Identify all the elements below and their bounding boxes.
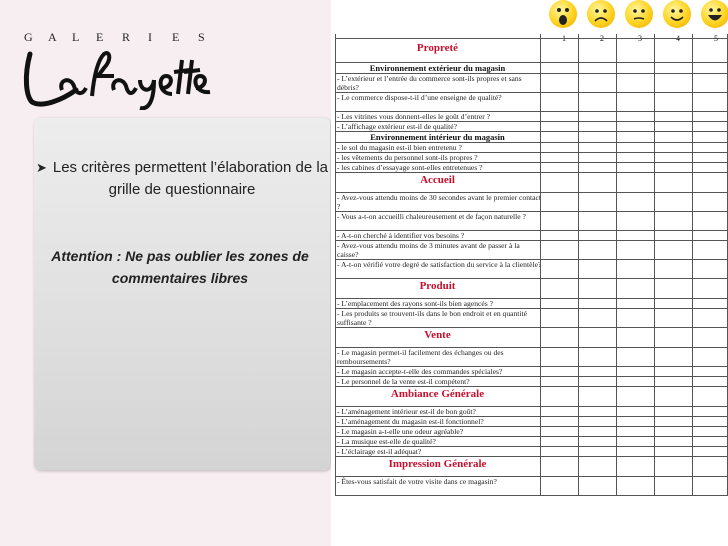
scale-label-2: 2 bbox=[600, 34, 604, 43]
question-row: - Les produits se trouvent-ils dans le bon endroit et en quantité suffisante ? bbox=[337, 309, 528, 327]
question-row: - Avez-vous attendu moins de 3 minutes avant de passer à la caisse? bbox=[337, 241, 520, 259]
table-gridline bbox=[335, 495, 728, 496]
section-title: Ambiance Générale bbox=[390, 388, 485, 400]
arrow-bullet-icon: ➤ bbox=[35, 160, 47, 175]
table-column-line bbox=[540, 34, 541, 495]
question-row: - Le commerce dispose-t-il d’une enseigne de qualité? bbox=[337, 93, 502, 102]
question-row: - Êtes-vous satisfait de votre visite dans ce magasin? bbox=[337, 477, 497, 486]
question-row: - L’aménagement du magasin est-il fonctionnel? bbox=[337, 417, 484, 426]
subsection-title: Environnement intérieur du magasin bbox=[370, 132, 505, 142]
bullet-text: Les critères permettent l’élaboration de la grille de questionnaire bbox=[52, 159, 329, 198]
scale-label-1: 1 bbox=[562, 34, 566, 43]
section-title: Produit bbox=[419, 280, 456, 292]
table-gridline bbox=[335, 278, 728, 279]
scale-label-4: 4 bbox=[676, 34, 680, 43]
question-row: - Les vitrines vous donnent-elles le goût d’entrer ? bbox=[337, 112, 491, 121]
logo-letter: L bbox=[72, 30, 80, 44]
section-title: Vente bbox=[424, 329, 451, 341]
question-row: - les vêtements du personnel sont-ils propres ? bbox=[337, 153, 478, 162]
question-row: - les cabines d’essayage sont-elles entretenues ? bbox=[337, 163, 483, 172]
table-column-line bbox=[616, 34, 617, 495]
logo-letter: R bbox=[122, 30, 131, 44]
question-row: - La musique est-elle de qualité? bbox=[337, 437, 436, 446]
bullet-text-block bbox=[34, 157, 330, 201]
section-title: Accueil bbox=[420, 174, 455, 186]
question-row: - Le magasin a-t-elle une odeur agréable? bbox=[337, 427, 464, 436]
subsection-title: Environnement extérieur du magasin bbox=[369, 63, 506, 73]
table-gridline bbox=[335, 327, 728, 328]
question-row: - Le magasin permet-il facilement des échanges ou des remboursements? bbox=[337, 348, 504, 366]
slide bbox=[0, 0, 330, 546]
section-title: Propreté bbox=[416, 42, 459, 54]
question-row: - A-t-on vérifié votre degré de satisfaction du service à la clientèle? bbox=[337, 260, 542, 269]
question-row: - Avez-vous attendu moins de 30 secondes avant le premier contact ? bbox=[337, 193, 541, 211]
question-row: - L’aménagement intérieur est-il de bon goût? bbox=[337, 407, 476, 416]
question-row: - L’emplacement des rayons sont-ils bien agencés ? bbox=[337, 299, 493, 308]
logo-letter: E bbox=[172, 30, 180, 44]
question-row: - L’extérieur et l’entrée du commerce sont-ils propres et sans débris? bbox=[337, 74, 522, 92]
table-column-line bbox=[692, 34, 693, 495]
question-row: - L’affichage extérieur est-il de qualité? bbox=[337, 122, 457, 131]
table-gridline bbox=[335, 172, 728, 173]
satisfaction-faces bbox=[540, 0, 728, 34]
logo-letters bbox=[22, 26, 212, 42]
very-unhappy-face-icon bbox=[549, 0, 577, 28]
very-happy-face-icon bbox=[701, 0, 728, 28]
question-row: - L’éclairage est-il adéquat? bbox=[337, 447, 422, 456]
unhappy-face-icon bbox=[587, 0, 615, 28]
logo-letter: G bbox=[24, 30, 33, 44]
questionnaire-form bbox=[331, 0, 728, 546]
neutral-face-icon bbox=[625, 0, 653, 28]
question-row: - le sol du magasin est-il bien entretenu ? bbox=[337, 143, 462, 152]
question-row: - A-t-on cherché à identifier vos besoins ? bbox=[337, 231, 465, 240]
attention-note: Attention : Ne pas oublier les zones de commentaires libres bbox=[51, 248, 309, 286]
table-column-line bbox=[578, 34, 579, 495]
question-row: - Vous a-t-on accueilli chaleureusement et de façon naturelle ? bbox=[337, 212, 526, 221]
question-row: - Le magasin accepte-t-elle des commandes spéciales? bbox=[337, 367, 503, 376]
scale-label-3: 3 bbox=[638, 34, 642, 43]
table-column-line bbox=[335, 34, 336, 495]
table-column-line bbox=[654, 34, 655, 495]
scale-label-5: 5 bbox=[714, 34, 718, 43]
galeries-lafayette-logo bbox=[22, 26, 212, 112]
logo-letter: I bbox=[148, 30, 152, 44]
lafayette-script-logo bbox=[22, 46, 212, 110]
table-gridline bbox=[335, 38, 728, 39]
section-title: Impression Générale bbox=[388, 458, 487, 470]
table-gridline bbox=[335, 386, 728, 387]
logo-letter: S bbox=[198, 30, 205, 44]
logo-letter: A bbox=[48, 30, 57, 44]
table-gridline bbox=[335, 456, 728, 457]
happy-face-icon bbox=[663, 0, 691, 28]
logo-letter: E bbox=[96, 30, 104, 44]
question-row: - Le personnel de la vente est-il compétent? bbox=[337, 377, 470, 386]
